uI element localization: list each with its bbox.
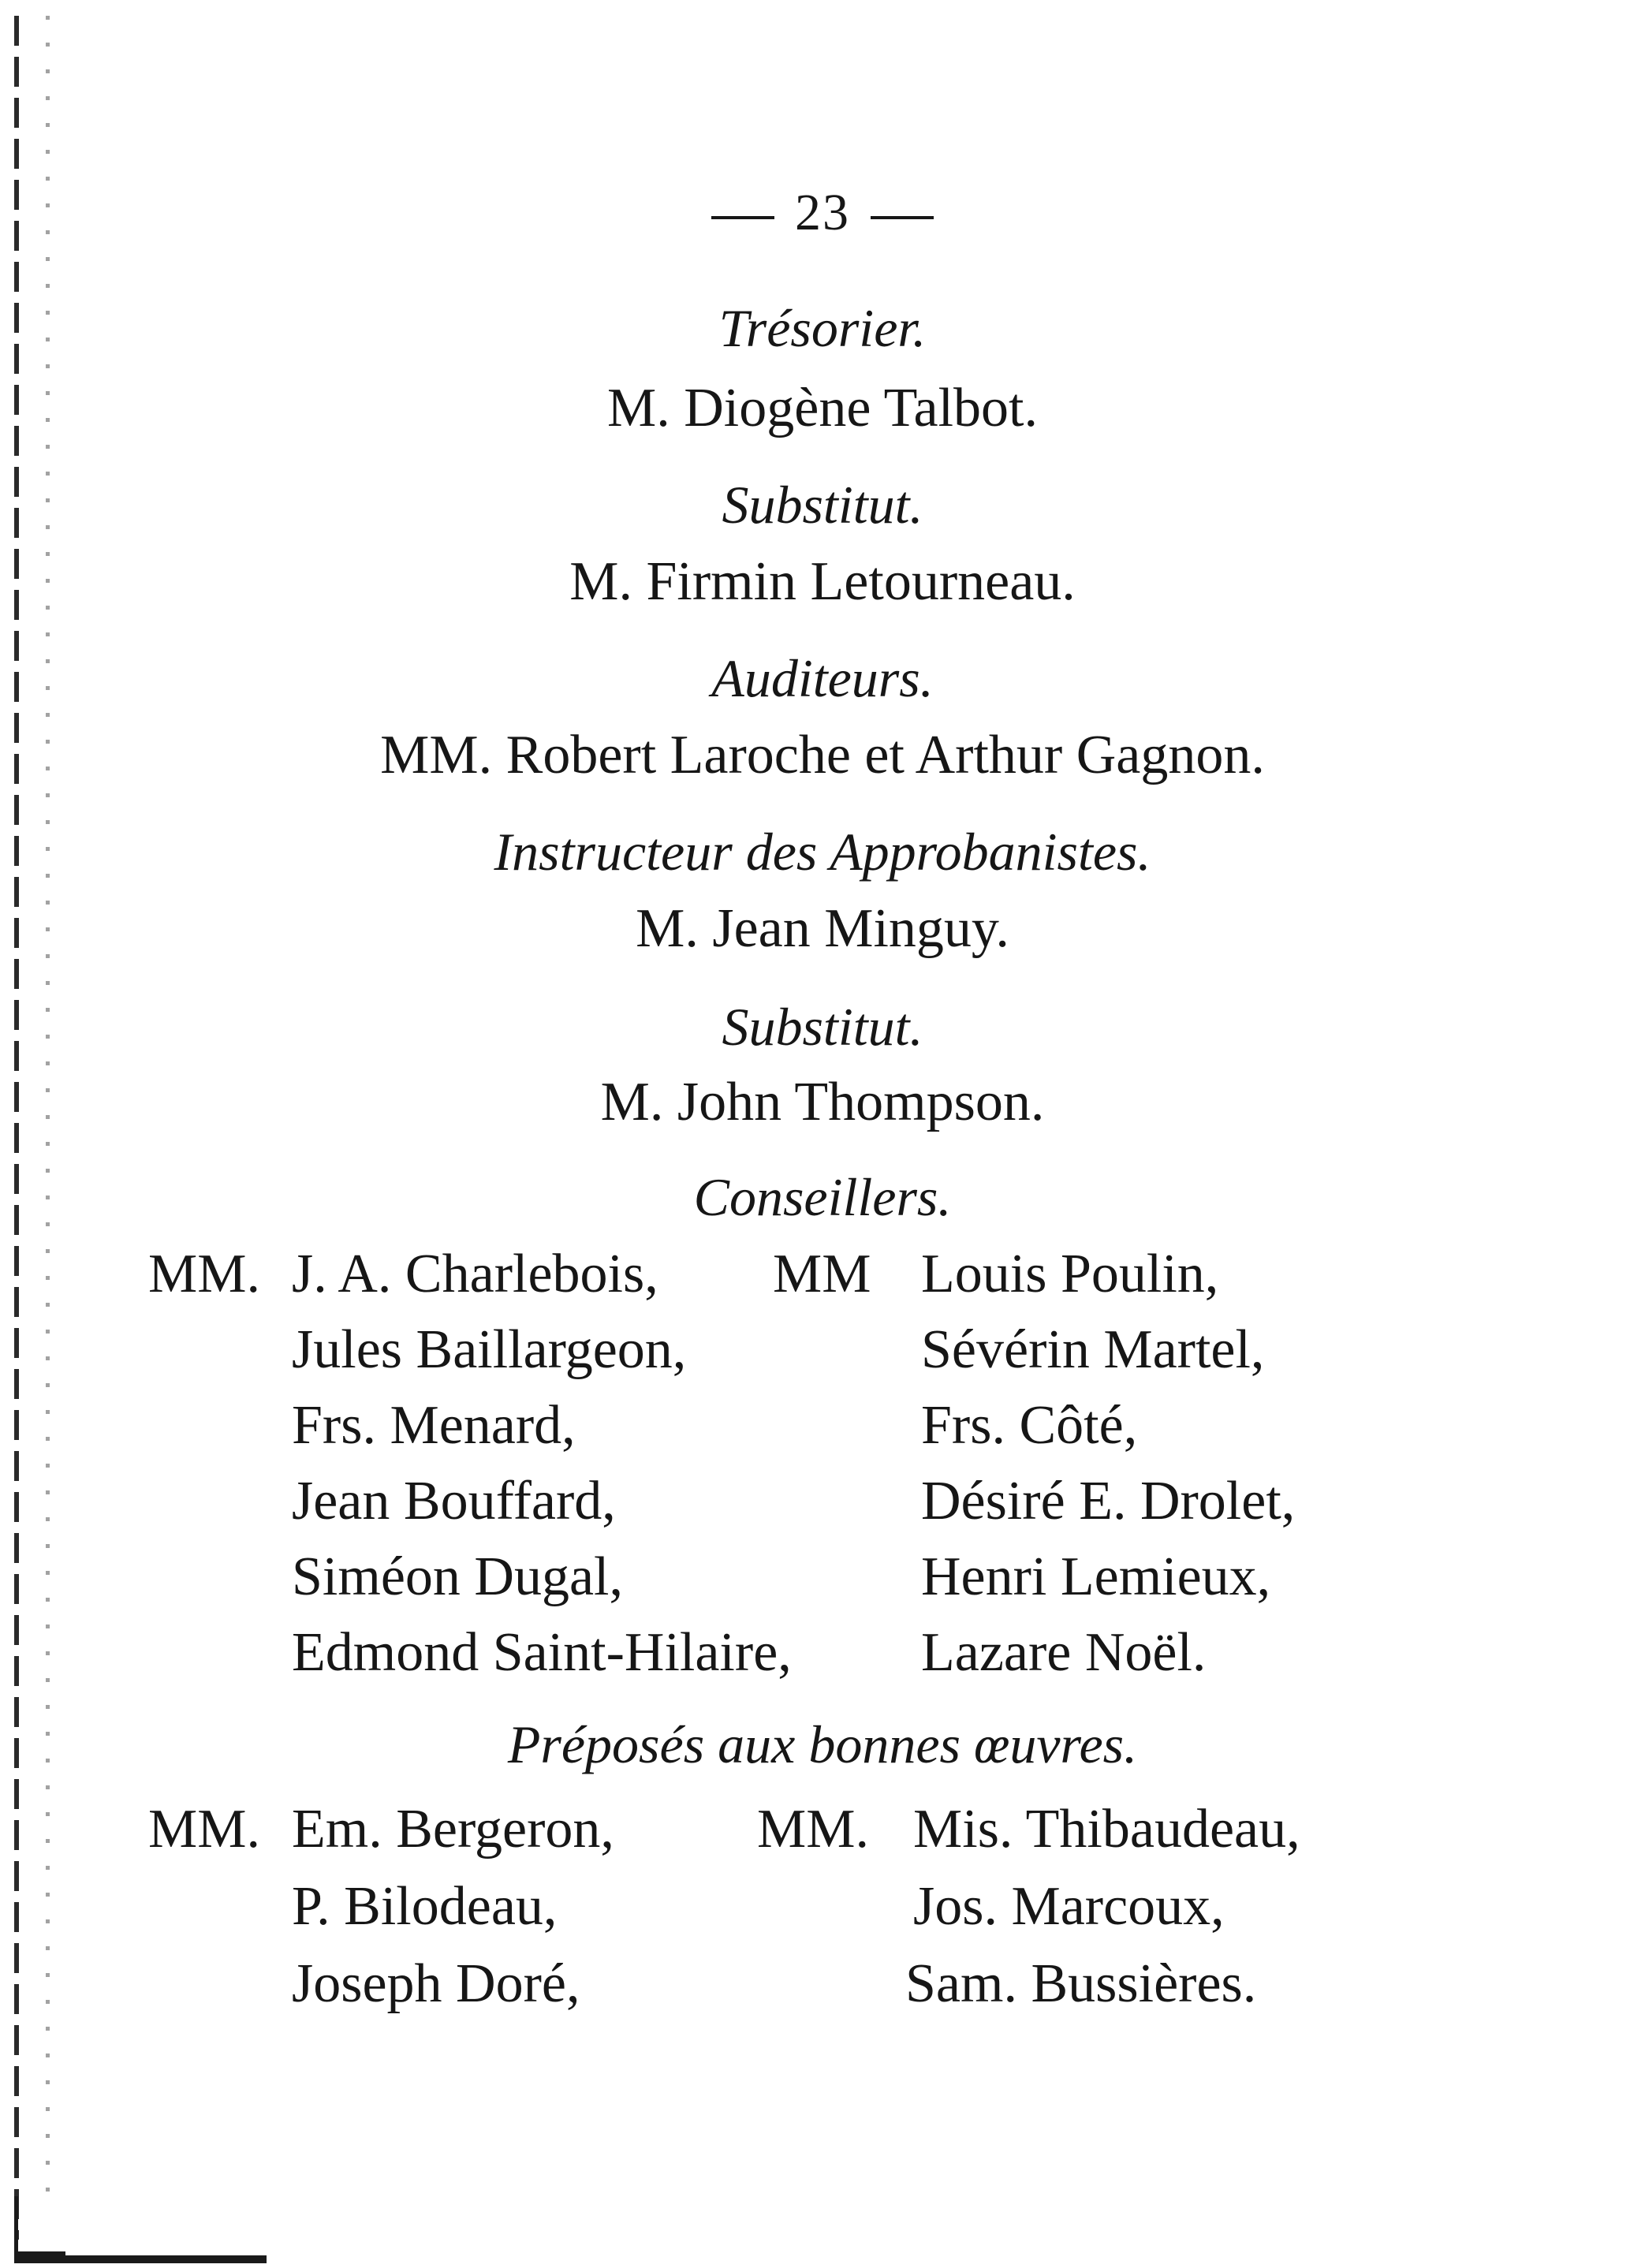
conseiller-right-4: Désiré E. Drolet, xyxy=(921,1471,1296,1531)
conseiller-right-5: Henri Lemieux, xyxy=(921,1546,1271,1607)
prepose-left-3: Joseph Doré, xyxy=(292,1953,580,2014)
conseiller-right-1: Louis Poulin, xyxy=(921,1244,1219,1304)
heading-tresorier: Trésorier. xyxy=(718,298,927,358)
dash-left xyxy=(711,216,774,219)
heading-substitut-1: Substitut. xyxy=(722,475,923,535)
prepose-right-1: Mis. Thibaudeau, xyxy=(913,1799,1300,1860)
conseillers-left-prefix: MM. xyxy=(148,1244,260,1304)
conseiller-right-6: Lazare Noël. xyxy=(921,1622,1207,1683)
conseiller-left-1: J. A. Charlebois, xyxy=(292,1244,658,1304)
dash-right xyxy=(871,216,934,219)
conseiller-left-4: Jean Bouffard, xyxy=(292,1471,616,1531)
name-substitut-2: M. John Thompson. xyxy=(600,1072,1045,1132)
heading-instructeur: Instructeur des Approbanistes. xyxy=(494,822,1151,882)
conseiller-right-3: Frs. Côté, xyxy=(921,1395,1138,1456)
heading-conseillers: Conseillers. xyxy=(693,1167,952,1227)
page-number-line xyxy=(0,181,1645,244)
names-auditeurs: MM. Robert Laroche et Arthur Gagnon. xyxy=(380,725,1265,785)
conseiller-right-2: Sévérin Martel, xyxy=(921,1319,1265,1380)
gutter-corner xyxy=(14,2196,65,2255)
prepose-left-1: Em. Bergeron, xyxy=(292,1799,614,1860)
prepose-right-2: Jos. Marcoux, xyxy=(913,1876,1225,1937)
heading-substitut-2: Substitut. xyxy=(722,997,923,1057)
prepose-right-3: Sam. Bussières. xyxy=(905,1953,1257,2014)
heading-auditeurs: Auditeurs. xyxy=(711,648,934,708)
conseiller-left-5: Siméon Dugal, xyxy=(292,1546,623,1607)
preposes-left-prefix: MM. xyxy=(148,1799,260,1860)
gutter-bottom-edge xyxy=(14,2255,267,2263)
conseiller-left-2: Jules Baillargeon, xyxy=(292,1319,687,1380)
name-tresorier: M. Diogène Talbot. xyxy=(607,378,1038,438)
conseiller-left-3: Frs. Menard, xyxy=(292,1395,576,1456)
heading-preposes: Préposés aux bonnes œuvres. xyxy=(507,1714,1138,1774)
preposes-right-prefix: MM. xyxy=(757,1799,869,1860)
name-instructeur: M. Jean Minguy. xyxy=(636,898,1009,959)
name-substitut-1: M. Firmin Letourneau. xyxy=(569,551,1076,612)
conseiller-left-6: Edmond Saint-Hilaire, xyxy=(292,1622,792,1683)
page-number: 23 xyxy=(795,184,850,241)
prepose-left-2: P. Bilodeau, xyxy=(292,1876,558,1937)
conseillers-right-prefix: MM xyxy=(773,1244,871,1304)
